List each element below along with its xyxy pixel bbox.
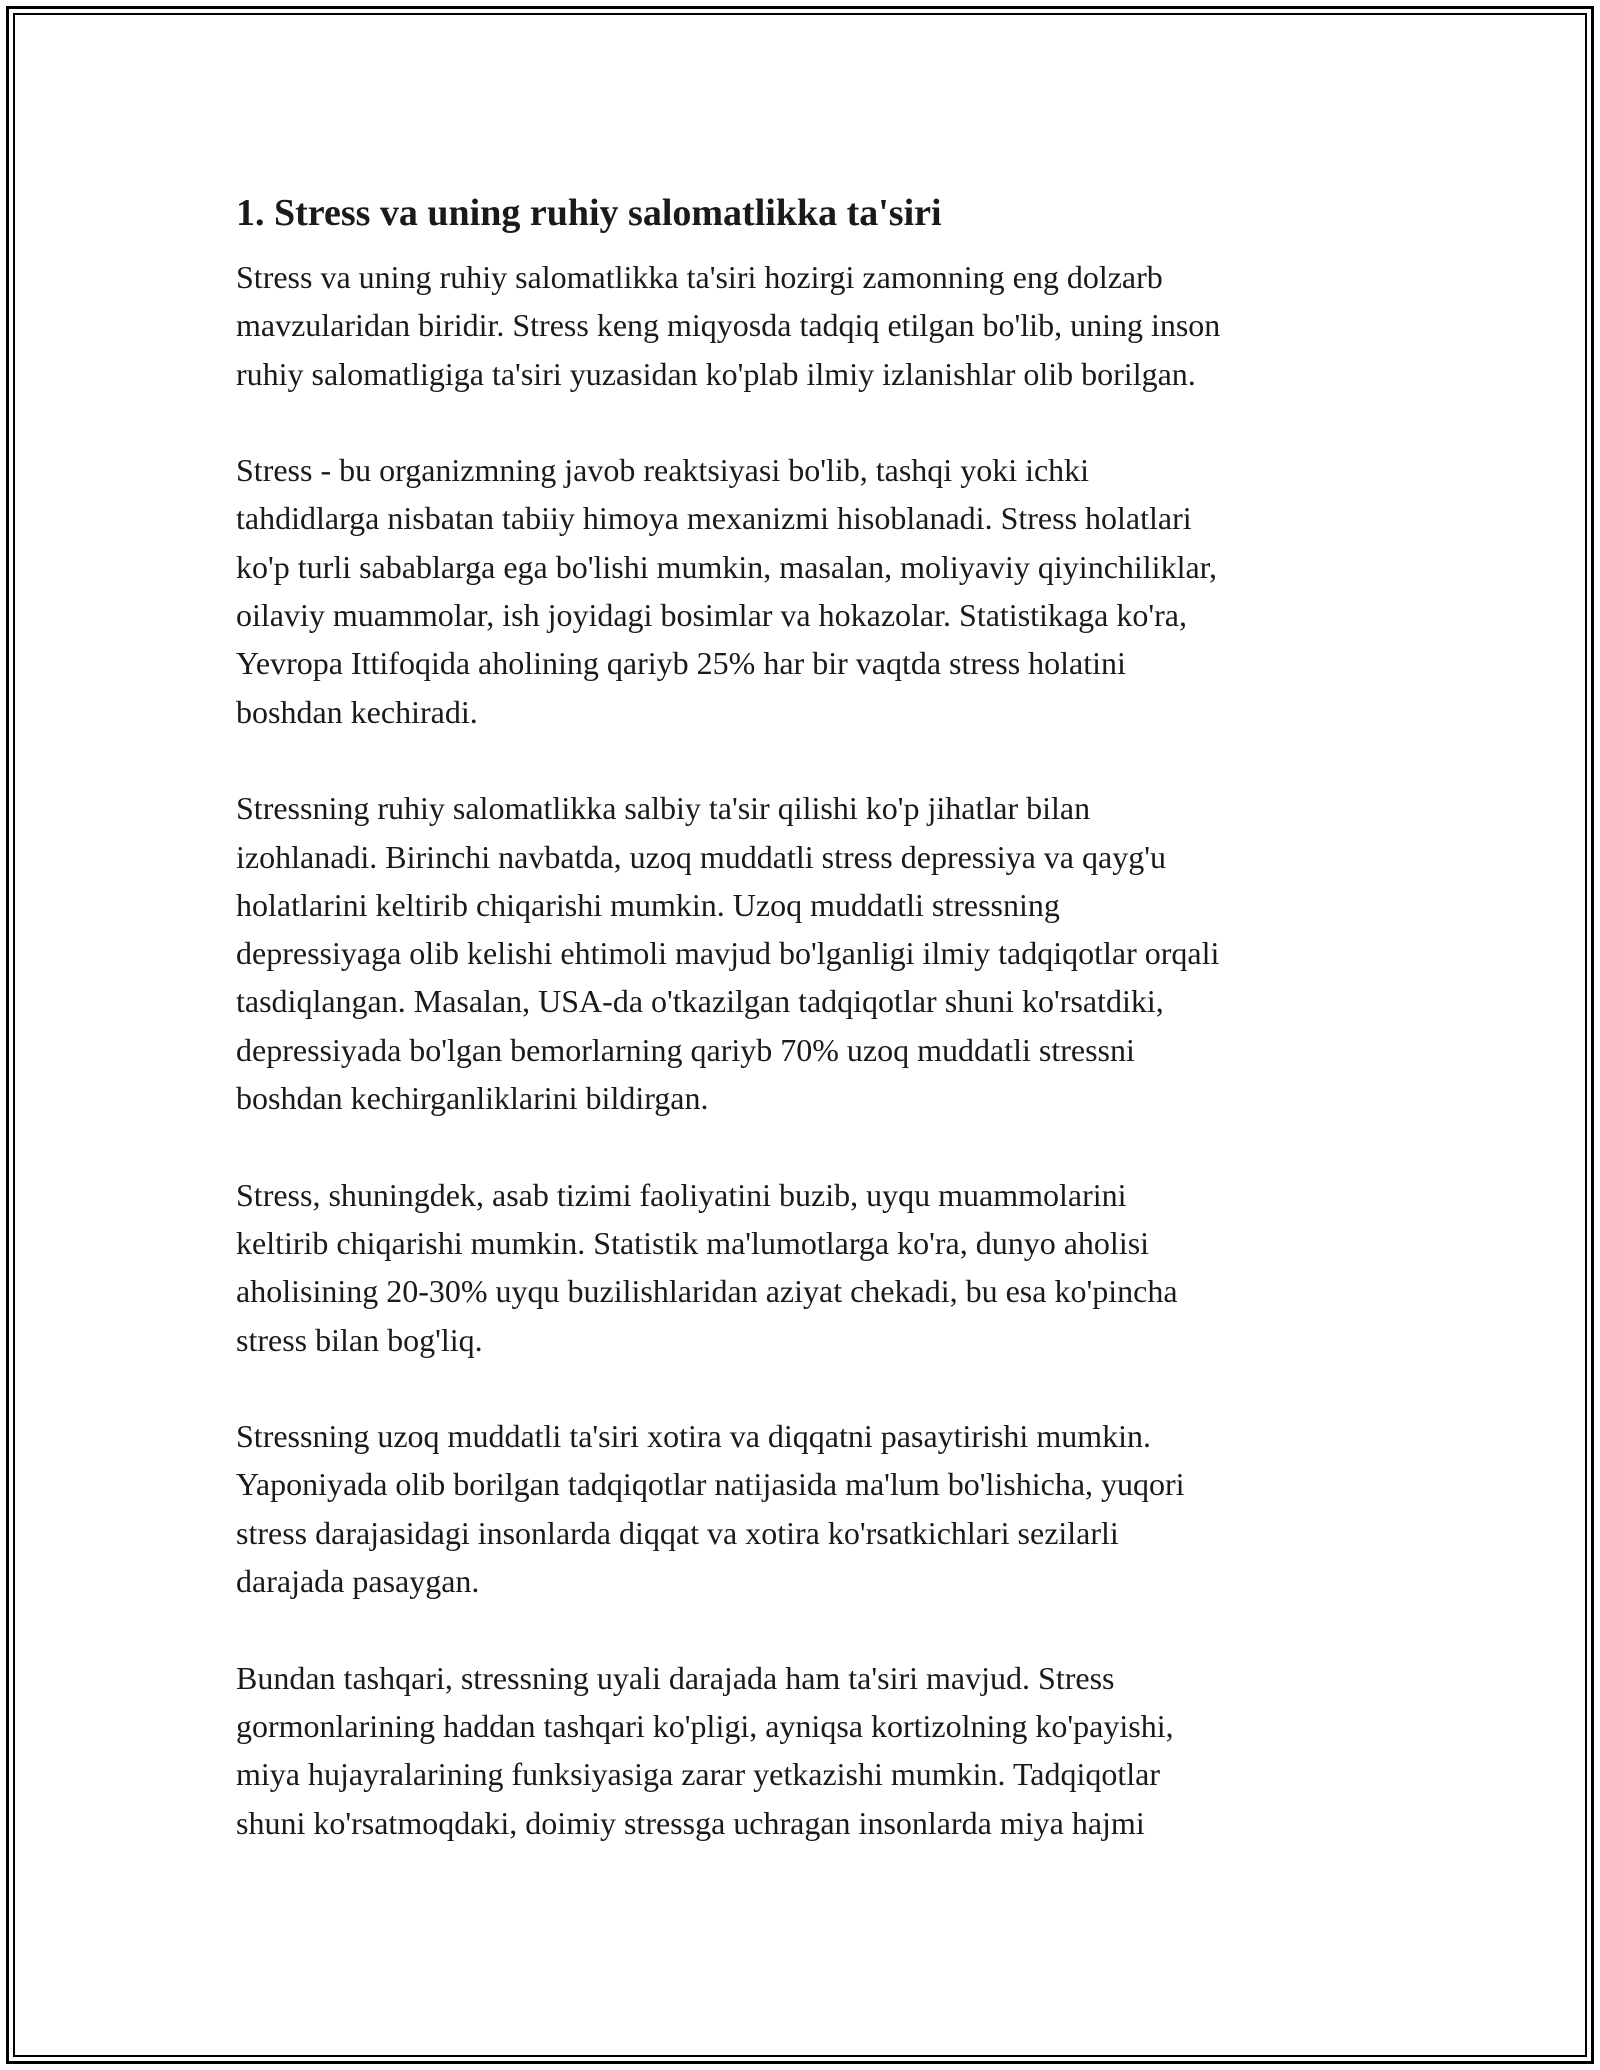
paragraph: [236, 253, 1386, 398]
text-line: shuni ko'rsatmoqdaki, doimiy stressga uchragan insonlarda miya hajmi: [236, 1804, 1145, 1841]
text-line: depressiyada bo'lgan bemorlarning qariyb 70% uzoq muddatli stressni: [236, 1031, 1135, 1068]
text-line: boshdan kechiradi.: [236, 693, 478, 730]
section-heading: 1. Stress va uning ruhiy salomatlikka ta'siri: [236, 192, 942, 234]
text-line: Yevropa Ittifoqida aholining qariyb 25% har bir vaqtda stress holatini: [236, 645, 1126, 682]
text-line: darajada pasaygan.: [236, 1563, 480, 1600]
paragraph: [236, 1654, 1386, 1847]
text-line: Stress - bu organizmning javob reaktsiyasi bo'lib, tashqi yoki ichki: [236, 452, 1090, 489]
text-line: stress bilan bog'liq.: [236, 1321, 483, 1358]
text-line: mavzularidan biridir. Stress keng miqyosda tadqiq etilgan bo'lib, uning inson: [236, 307, 1221, 344]
text-line: Bundan tashqari, stressning uyali darajada ham ta'siri mavjud. Stress: [236, 1659, 1115, 1696]
paragraph: [236, 446, 1386, 736]
text-line: Stressning uzoq muddatli ta'siri xotira va diqqatni pasaytirishi mumkin.: [236, 1418, 1151, 1455]
paragraph: [236, 1412, 1386, 1605]
text-line: Stress va uning ruhiy salomatlikka ta'siri hozirgi zamonning eng dolzarb: [236, 259, 1163, 295]
text-line: holatlarini keltirib chiqarishi mumkin. Uzoq muddatli stressning: [236, 886, 1060, 923]
text-line: depressiyaga olib kelishi ehtimoli mavjud bo'lganligi ilmiy tadqiqotlar orqali: [236, 935, 1220, 972]
text-line: Stressning ruhiy salomatlikka salbiy ta'sir qilishi ko'p jihatlar bilan: [236, 790, 1091, 827]
paragraph: [236, 1171, 1386, 1364]
paragraph-list: [236, 253, 1386, 1847]
text-line: boshdan kechirganliklarini bildirgan.: [236, 1080, 709, 1117]
paragraph: [236, 784, 1386, 1122]
text-line: oilaviy muammolar, ish joyidagi bosimlar va hokazolar. Statistikaga ko'ra,: [236, 597, 1187, 634]
text-line: keltirib chiqarishi mumkin. Statistik ma'lumotlarga ko'ra, dunyo aholisi: [236, 1224, 1150, 1261]
text-line: ruhiy salomatligiga ta'siri yuzasidan ko'plab ilmiy izlanishlar olib borilgan.: [236, 355, 1196, 392]
text-line: izohlanadi. Birinchi navbatda, uzoq muddatli stress depressiya va qayg'u: [236, 838, 1166, 875]
text-line: Stress, shuningdek, asab tizimi faoliyatini buzib, uyqu muammolarini: [236, 1176, 1127, 1213]
text-line: tahdidlarga nisbatan tabiiy himoya mexanizmi hisoblanadi. Stress holatlari: [236, 500, 1192, 537]
text-line: ko'p turli sabablarga ega bo'lishi mumkin, masalan, moliyaviy qiyinchiliklar,: [236, 548, 1218, 585]
text-line: Yaponiyada olib borilgan tadqiqotlar natijasida ma'lum bo'lishicha, yuqori: [236, 1466, 1185, 1503]
text-line: tasdiqlangan. Masalan, USA-da o'tkazilgan tadqiqotlar shuni ko'rsatdiki,: [236, 983, 1164, 1020]
text-line: aholisining 20-30% uyqu buzilishlaridan aziyat chekadi, bu esa ko'pincha: [236, 1273, 1178, 1310]
text-line: stress darajasidagi insonlarda diqqat va xotira ko'rsatkichlari sezilarli: [236, 1514, 1119, 1551]
document-body: [236, 185, 1386, 1895]
text-line: miya hujayralarining funksiyasiga zarar yetkazishi mumkin. Tadqiqotlar: [236, 1756, 1161, 1793]
text-line: gormonlarining haddan tashqari ko'pligi, ayniqsa kortizolning ko'payishi,: [236, 1707, 1174, 1744]
